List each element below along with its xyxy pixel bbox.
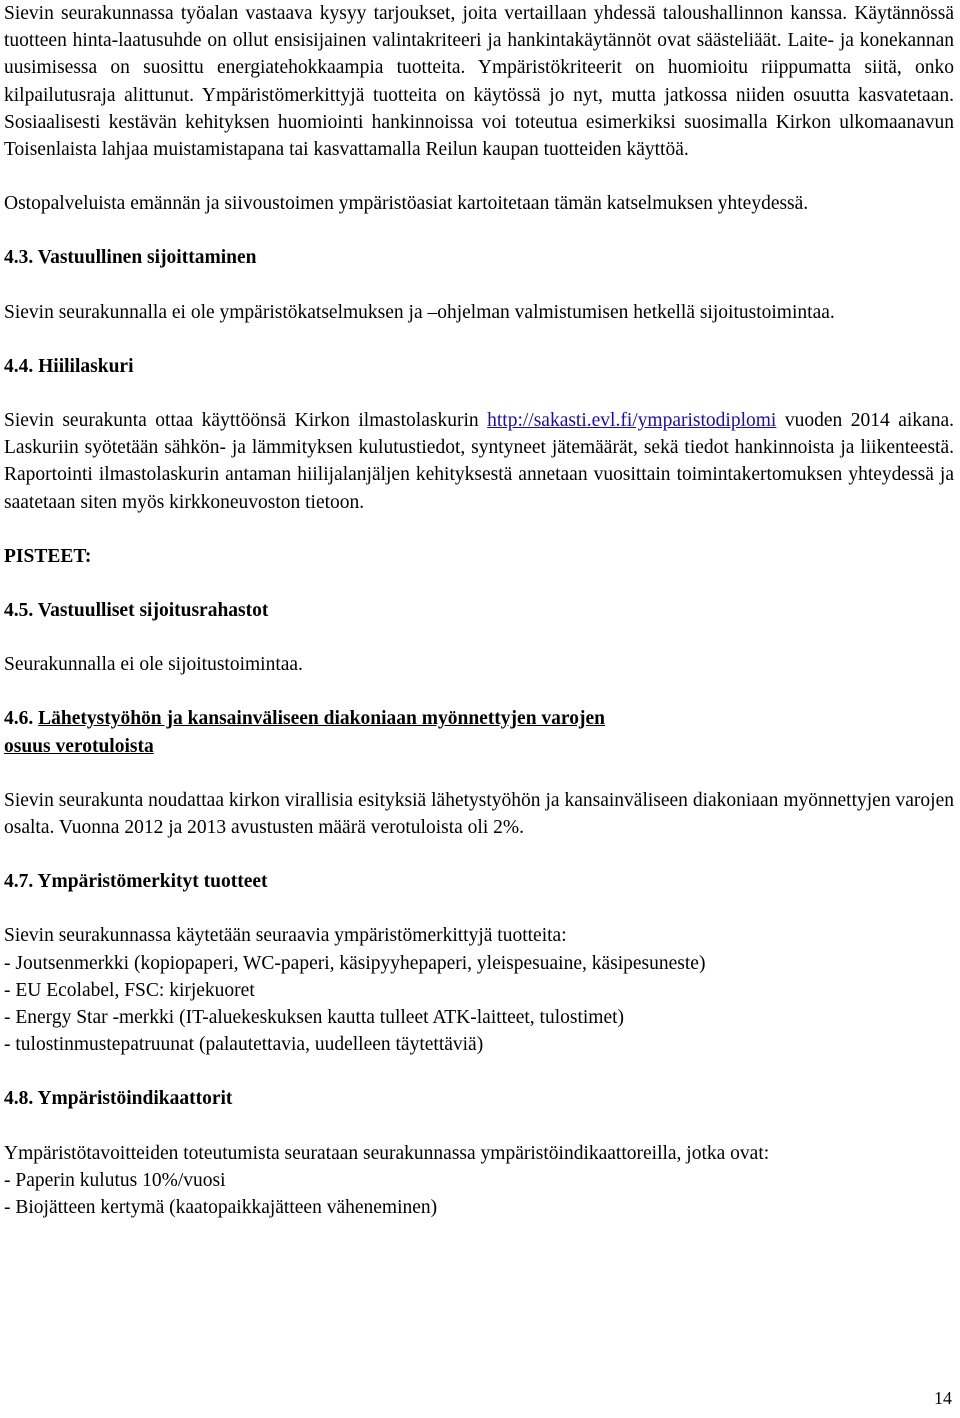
document-page <box>4 0 954 1221</box>
list-item: - Energy Star -merkki (IT-aluekeskuksen kautta tulleet ATK-laitteet, tulostimet) <box>4 1007 625 1029</box>
section-4-3-heading: 4.3. Vastuullinen sijoittaminen <box>4 247 257 269</box>
intro-paragraph: Sievin seurakunnassa työalan vastaava kysyy tarjoukset, joita vertaillaan yhdessä taloushallinnon kanssa. Käytännössä tuotteen hinta-laatusuhde on ollut ensisijainen valintakriteeri ja hankintakäytännöt ovat säästeliäät. Laite- ja konekannan uusimisessa on suosittu energiatehokkaampia tuotteita. Ympäristökriteerit on huomioitu riippumatta siitä, onko kilpailutusraja alittunut. Ympäristömerkittyjä tuotteita on käytössä jo nyt, mutta jatkossa niiden osuutta kasvatetaan. Sosiaalisesti kestävän kehityksen huomiointi hankinnoissa voi toteutua esimerkiksi suosimalla Kirkon ulkomaanavun Toisenlaista lahjaa muistamistapana tai kasvattamalla Reilun kaupan tuotteiden käyttöä. <box>4 3 954 161</box>
list-item: - EU Ecolabel, FSC: kirjekuoret <box>4 979 255 1001</box>
section-4-7-heading: 4.7. Ympäristömerkityt tuotteet <box>4 871 268 893</box>
section-4-6-title-line2: osuus verotuloista <box>4 735 154 757</box>
section-4-6-title-line1: Lähetystyöhön ja kansainväliseen diakoniaan myönnettyjen varojen <box>38 708 605 730</box>
section-4-5-heading: 4.5. Vastuulliset sijoitusrahastot <box>4 600 269 622</box>
section-4-6-body: Sievin seurakunta noudattaa kirkon virallisia esityksiä lähetystyöhön ja kansainväliseen diakoniaan myönnettyjen varojen osalta. Vuonna 2012 ja 2013 avustusten määrä verotuloista oli 2%. <box>4 789 954 839</box>
pisteet-label: PISTEET: <box>4 545 92 567</box>
section-4-7-intro: Sievin seurakunnassa käytetään seuraavia ympäristömerkittyjä tuotteita: <box>4 925 567 947</box>
list-item: - Joutsenmerkki (kopiopaperi, WC-paperi, käsipyyhepaperi, yleispesuaine, käsipesuneste) <box>4 952 706 974</box>
section-4-6-heading <box>4 705 954 759</box>
list-item: - Paperin kulutus 10%/vuosi <box>4 1169 226 1191</box>
list-item: - tulostinmustepatruunat (palautettavia, uudelleen täytettäviä) <box>4 1034 484 1056</box>
section-4-4-text-after: vuoden 2014 aikana. Laskuriin syötetään sähkön- ja lämmityksen kulutustiedot, syntyneet jätemäärät, sekä tiedot hankinnoista ja liikenteestä. Raportointi ilmastolaskurin antaman hiilijalanjäljen kehityksestä annetaan vuosittain toimintakertomuksen yhteydessä ja saatetaan siten myös kirkkoneuvoston tietoon. <box>4 410 954 513</box>
section-4-3-body: Sievin seurakunnalla ei ole ympäristökatselmuksen ja –ohjelman valmistumisen hetkellä sijoitustoimintaa. <box>4 301 835 323</box>
section-4-8-intro: Ympäristötavoitteiden toteutumista seurataan seurakunnassa ympäristöindikaattoreilla, jotka ovat: <box>4 1142 770 1164</box>
ilmastolaskuri-link[interactable]: http://sakasti.evl.fi/ymparistodiplomi <box>487 410 777 432</box>
section-4-5-body: Seurakunnalla ei ole sijoitustoimintaa. <box>4 654 303 676</box>
ostopalvelut-paragraph: Ostopalveluista emännän ja siivoustoimen ympäristöasiat kartoitetaan tämän katselmuksen yhteydessä. <box>4 193 809 215</box>
section-4-4-text-before: Sievin seurakunta ottaa käyttöönsä Kirkon ilmastolaskurin <box>4 410 488 432</box>
list-item: - Biojätteen kertymä (kaatopaikkajätteen väheneminen) <box>4 1197 438 1219</box>
section-4-4-body <box>4 407 954 516</box>
section-4-8-heading: 4.8. Ympäristöindikaattorit <box>4 1088 233 1110</box>
section-4-6-number: 4.6. <box>4 708 39 730</box>
section-4-4-heading: 4.4. Hiililaskuri <box>4 355 134 377</box>
page-number: 14 <box>934 1388 952 1408</box>
